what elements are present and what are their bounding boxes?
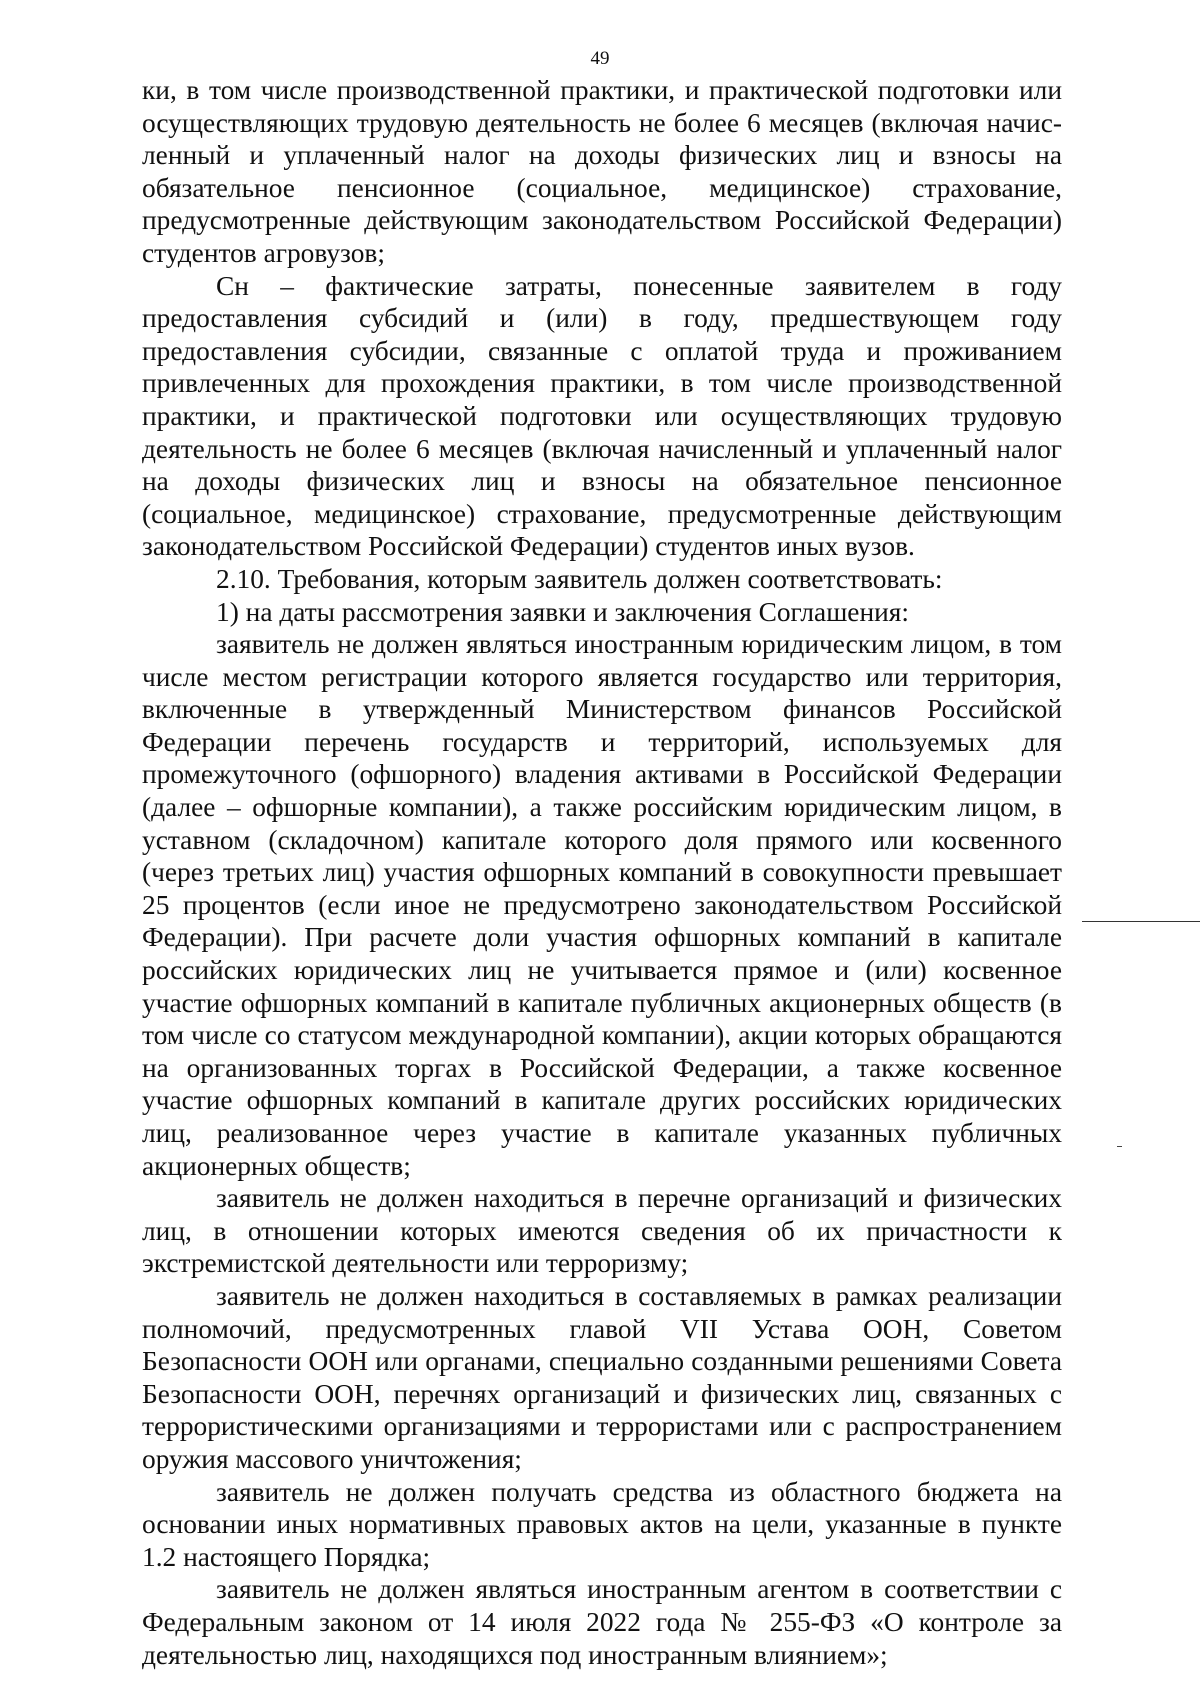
requirement-offshore: заявитель не должен являться иностранным юридическим лицом, в том числе местом регистрации которого является государство или территория, включенные в утвержденный Министерством финансов Российской Федерации перечень государств и территорий, используемых для промежуточного (офшорного) владения активами в Российской Федерации (далее – офшорные компании), а также российским юридическим лицом, в уставном (складочном) капитале которого доля прямого или косвенного (через третьих лиц) участия офшорных компаний в совокупности превышает 25 процентов (если иное не предусмотрено законодательством Российской Федерации). При расчете доли участия офшорных компаний в капитале российских юридических лиц не учитывается прямое и (или) косвенное участие офшорных компаний в капитале публичных акционерных обществ (в том числе со статусом международной компании), акции которых обращаются на организованных торгах в Российской Федерации, а также косвенное участие офшорных компаний в капитале других российских юридических лиц, реализованное через участие в капитале указанных публичных акционерных обществ; (142, 629, 1062, 1181)
requirement-un-list: заявитель не должен находиться в составляемых в рамках реализации полномочий, предусмотренных главой VII Устава ООН, Советом Безопасности ООН или органами, специально созданными решениями Совета Безопасности ООН, перечнях организаций и физических лиц, связанных с террористическими организациями и террористами или с распространением оружия массового уничтожения; (142, 1280, 1062, 1474)
paragraph-cn-definition: Сн – фактические затраты, понесенные заявителем в году предоставления субсидий и (или) в году, предшествующем году предоставления субсидии, связанные с оплатой труда и проживанием привлеченных для прохождения практики, в том числе производственной практики, и практической подготовки или осуществляющих трудовую деятельность не более 6 месяцев (включая начисленный и уплаченный налог на доходы физических лиц и взносы на обязательное пенсионное (социальное, медицинское) страхование, предусмотренные действующим законодательством Российской Федерации) студентов иных вузов. (142, 270, 1062, 562)
document-body (142, 74, 1062, 1671)
requirement-regional-budget: заявитель не должен получать средства из областного бюджета на основании иных нормативных правовых актов на цели, указанные в пункте 1.2 настоящего Порядка; (142, 1476, 1062, 1572)
margin-tick-mark (1117, 1146, 1122, 1147)
requirement-extremism-list: заявитель не должен находиться в перечне организаций и физических лиц, в отношении которых имеются сведения об их причастности к экстремистской деятельности или терроризму; (142, 1183, 1062, 1279)
paragraph-continuation: ки, в том числе производственной практики, и практической подготовки или осуществляющих трудовую деятельность не более 6 месяцев (включая начисленный и уплаченный налог на доходы физических лиц и взносы на обязательное пенсионное (социальное, медицинское) страхование, предусмотренные действующим законодательством Российской Федерации) студентов агровузов; (142, 75, 1062, 268)
requirement-foreign-agent: заявитель не должен являться иностранным агентом в соответствии с Федеральным законом от 14 июля 2022 года № 255-ФЗ «О контроле за деятельностью лиц, находящихся под иностранным влиянием»; (142, 1574, 1062, 1670)
page-number: 49 (590, 48, 610, 69)
list-item-1: 1) на даты рассмотрения заявки и заключения Соглашения: (216, 596, 909, 627)
margin-rule-mark (1082, 921, 1200, 922)
section-heading-2-10: 2.10. Требования, которым заявитель должен соответствовать: (216, 563, 943, 594)
